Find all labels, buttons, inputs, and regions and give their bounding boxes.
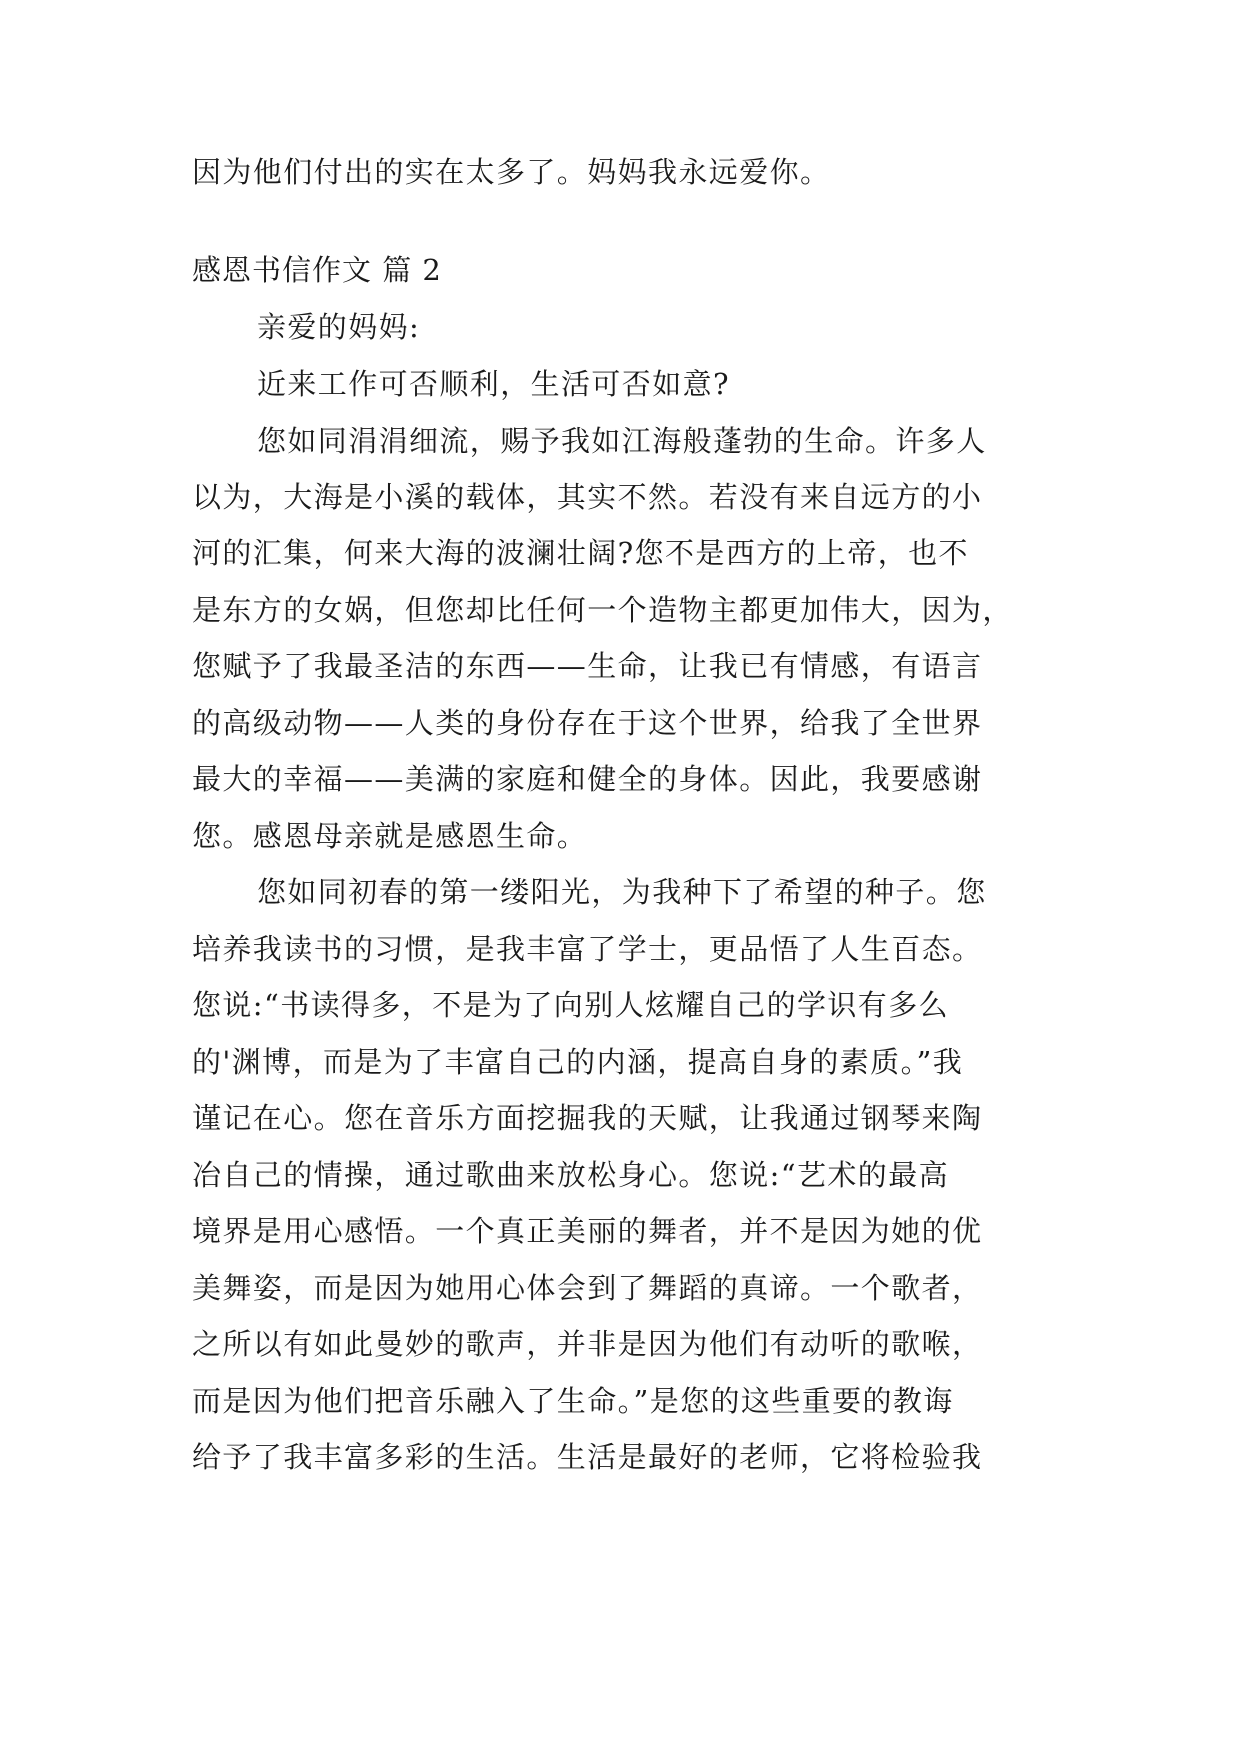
- letter-greeting: 近来工作可否顺利，生活可否如意?: [257, 367, 730, 401]
- body-line: 美舞姿，而是因为她用心体会到了舞蹈的真谛。一个歌者，: [192, 1271, 983, 1305]
- body-line: 是东方的女娲，但您却比任何一个造物主都更加伟大，因为，: [192, 593, 1013, 627]
- body-line: 以为，大海是小溪的载体，其实不然。若没有来自远方的小: [192, 480, 983, 514]
- body-line: 给予了我丰富多彩的生活。生活是最好的老师，它将检验我: [192, 1440, 983, 1474]
- body-line: 冶自己的情操，通过歌曲来放松身心。您说:“艺术的最高: [192, 1158, 949, 1192]
- body-line: 培养我读书的习惯，是我丰富了学士，更品悟了人生百态。: [192, 932, 983, 966]
- body-line: 您说:“书读得多，不是为了向别人炫耀自己的学识有多么: [192, 988, 949, 1022]
- body-line: 境界是用心感悟。一个真正美丽的舞者，并不是因为她的优: [192, 1214, 983, 1248]
- body-line: 的高级动物——人类的身份存在于这个世界，给我了全世界: [192, 706, 983, 740]
- body-line: 的'渊博，而是为了丰富自己的内涵，提高自身的素质。”我: [192, 1045, 964, 1079]
- previous-section-ending: 因为他们付出的实在太多了。妈妈我永远爱你。: [192, 155, 831, 189]
- body-line: 而是因为他们把音乐融入了生命。”是您的这些重要的教诲: [192, 1384, 954, 1418]
- body-line: 最大的幸福——美满的家庭和健全的身体。因此，我要感谢: [192, 762, 983, 796]
- body-line: 您赋予了我最圣洁的东西——生命，让我已有情感，有语言: [192, 649, 983, 683]
- body-line: 您如同涓涓细流，赐予我如江海般蓬勃的生命。许多人: [257, 424, 987, 458]
- section-title: 感恩书信作文 篇 2: [192, 253, 442, 287]
- letter-salutation: 亲爱的妈妈:: [257, 310, 421, 344]
- body-line: 谨记在心。您在音乐方面挖掘我的天赋，让我通过钢琴来陶: [192, 1101, 983, 1135]
- body-line: 您如同初春的第一缕阳光，为我种下了希望的种子。您: [257, 875, 987, 909]
- body-line: 您。感恩母亲就是感恩生命。: [192, 819, 588, 853]
- body-line: 河的汇集，何来大海的波澜壮阔?您不是西方的上帝，也不: [192, 536, 969, 570]
- body-line: 之所以有如此曼妙的歌声，并非是因为他们有动听的歌喉，: [192, 1327, 983, 1361]
